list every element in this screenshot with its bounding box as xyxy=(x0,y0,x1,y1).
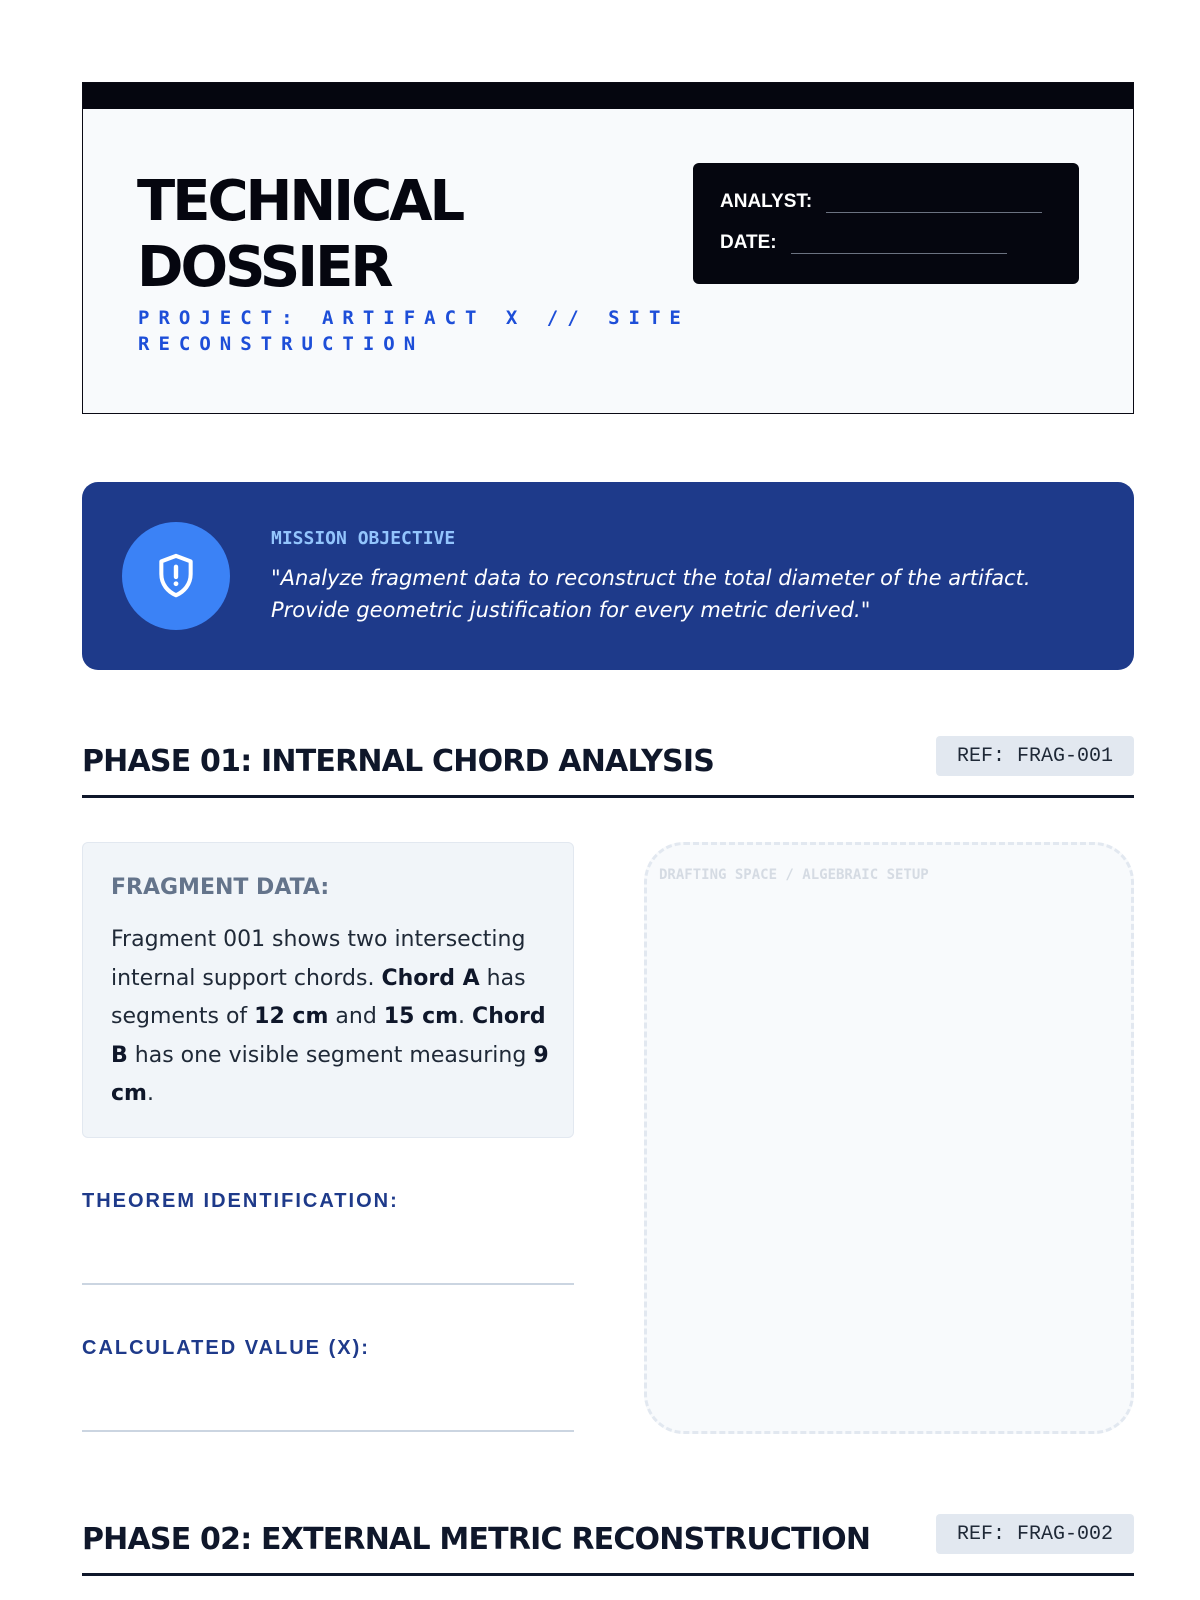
date-row xyxy=(720,232,1007,254)
page-title xyxy=(137,169,462,301)
date-label: DATE: xyxy=(720,232,777,253)
title-line-1: TECHNICAL xyxy=(137,169,463,234)
shield-icon-circle xyxy=(122,522,230,630)
analyst-row xyxy=(720,191,1042,213)
theorem-identification-field[interactable] xyxy=(82,1283,574,1285)
fragment-data-text: Fragment 001 shows two intersecting internal support chords. Chord A has segments of 12 cm and 15 cm. Chord B has one visible segment measuring 9 cm. xyxy=(111,927,549,1106)
fragment-data-box xyxy=(82,842,574,1138)
drafting-space-label: DRAFTING SPACE / ALGEBRAIC SETUP xyxy=(659,867,929,883)
mission-label: MISSION OBJECTIVE xyxy=(271,528,456,549)
shield-alert-icon xyxy=(154,551,198,601)
project-subtitle: PROJECT: ARTIFACT X // SITE RECONSTRUCTION xyxy=(138,307,690,355)
date-field[interactable] xyxy=(791,238,1007,254)
header-top-bar xyxy=(83,83,1133,109)
analyst-field[interactable] xyxy=(826,197,1042,213)
phase-01-ref-tag: REF: FRAG-001 xyxy=(936,736,1134,776)
phase-02-ref-tag: REF: FRAG-002 xyxy=(936,1514,1134,1554)
calculated-value-field[interactable] xyxy=(82,1430,574,1432)
drafting-space[interactable] xyxy=(644,842,1134,1434)
phase-02-header xyxy=(82,1514,1134,1576)
fragment-data-label: FRAGMENT DATA: xyxy=(111,875,330,900)
analyst-date-box xyxy=(693,163,1079,284)
theorem-identification-label: THEOREM IDENTIFICATION: xyxy=(82,1190,399,1212)
mission-text: "Analyze fragment data to reconstruct the total diameter of the artifact. Provide geometric justification for every metric derived." xyxy=(271,566,1031,622)
calculated-value-label: CALCULATED VALUE (X): xyxy=(82,1337,370,1359)
analyst-label: ANALYST: xyxy=(720,191,813,212)
phase-02-title: PHASE 02: EXTERNAL METRIC RECONSTRUCTION xyxy=(82,1522,871,1557)
title-line-2: DOSSIER xyxy=(137,235,391,300)
dossier-header xyxy=(82,82,1134,414)
phase-01-title: PHASE 01: INTERNAL CHORD ANALYSIS xyxy=(82,744,715,779)
phase-01-header xyxy=(82,736,1134,798)
mission-objective-banner xyxy=(82,482,1134,670)
